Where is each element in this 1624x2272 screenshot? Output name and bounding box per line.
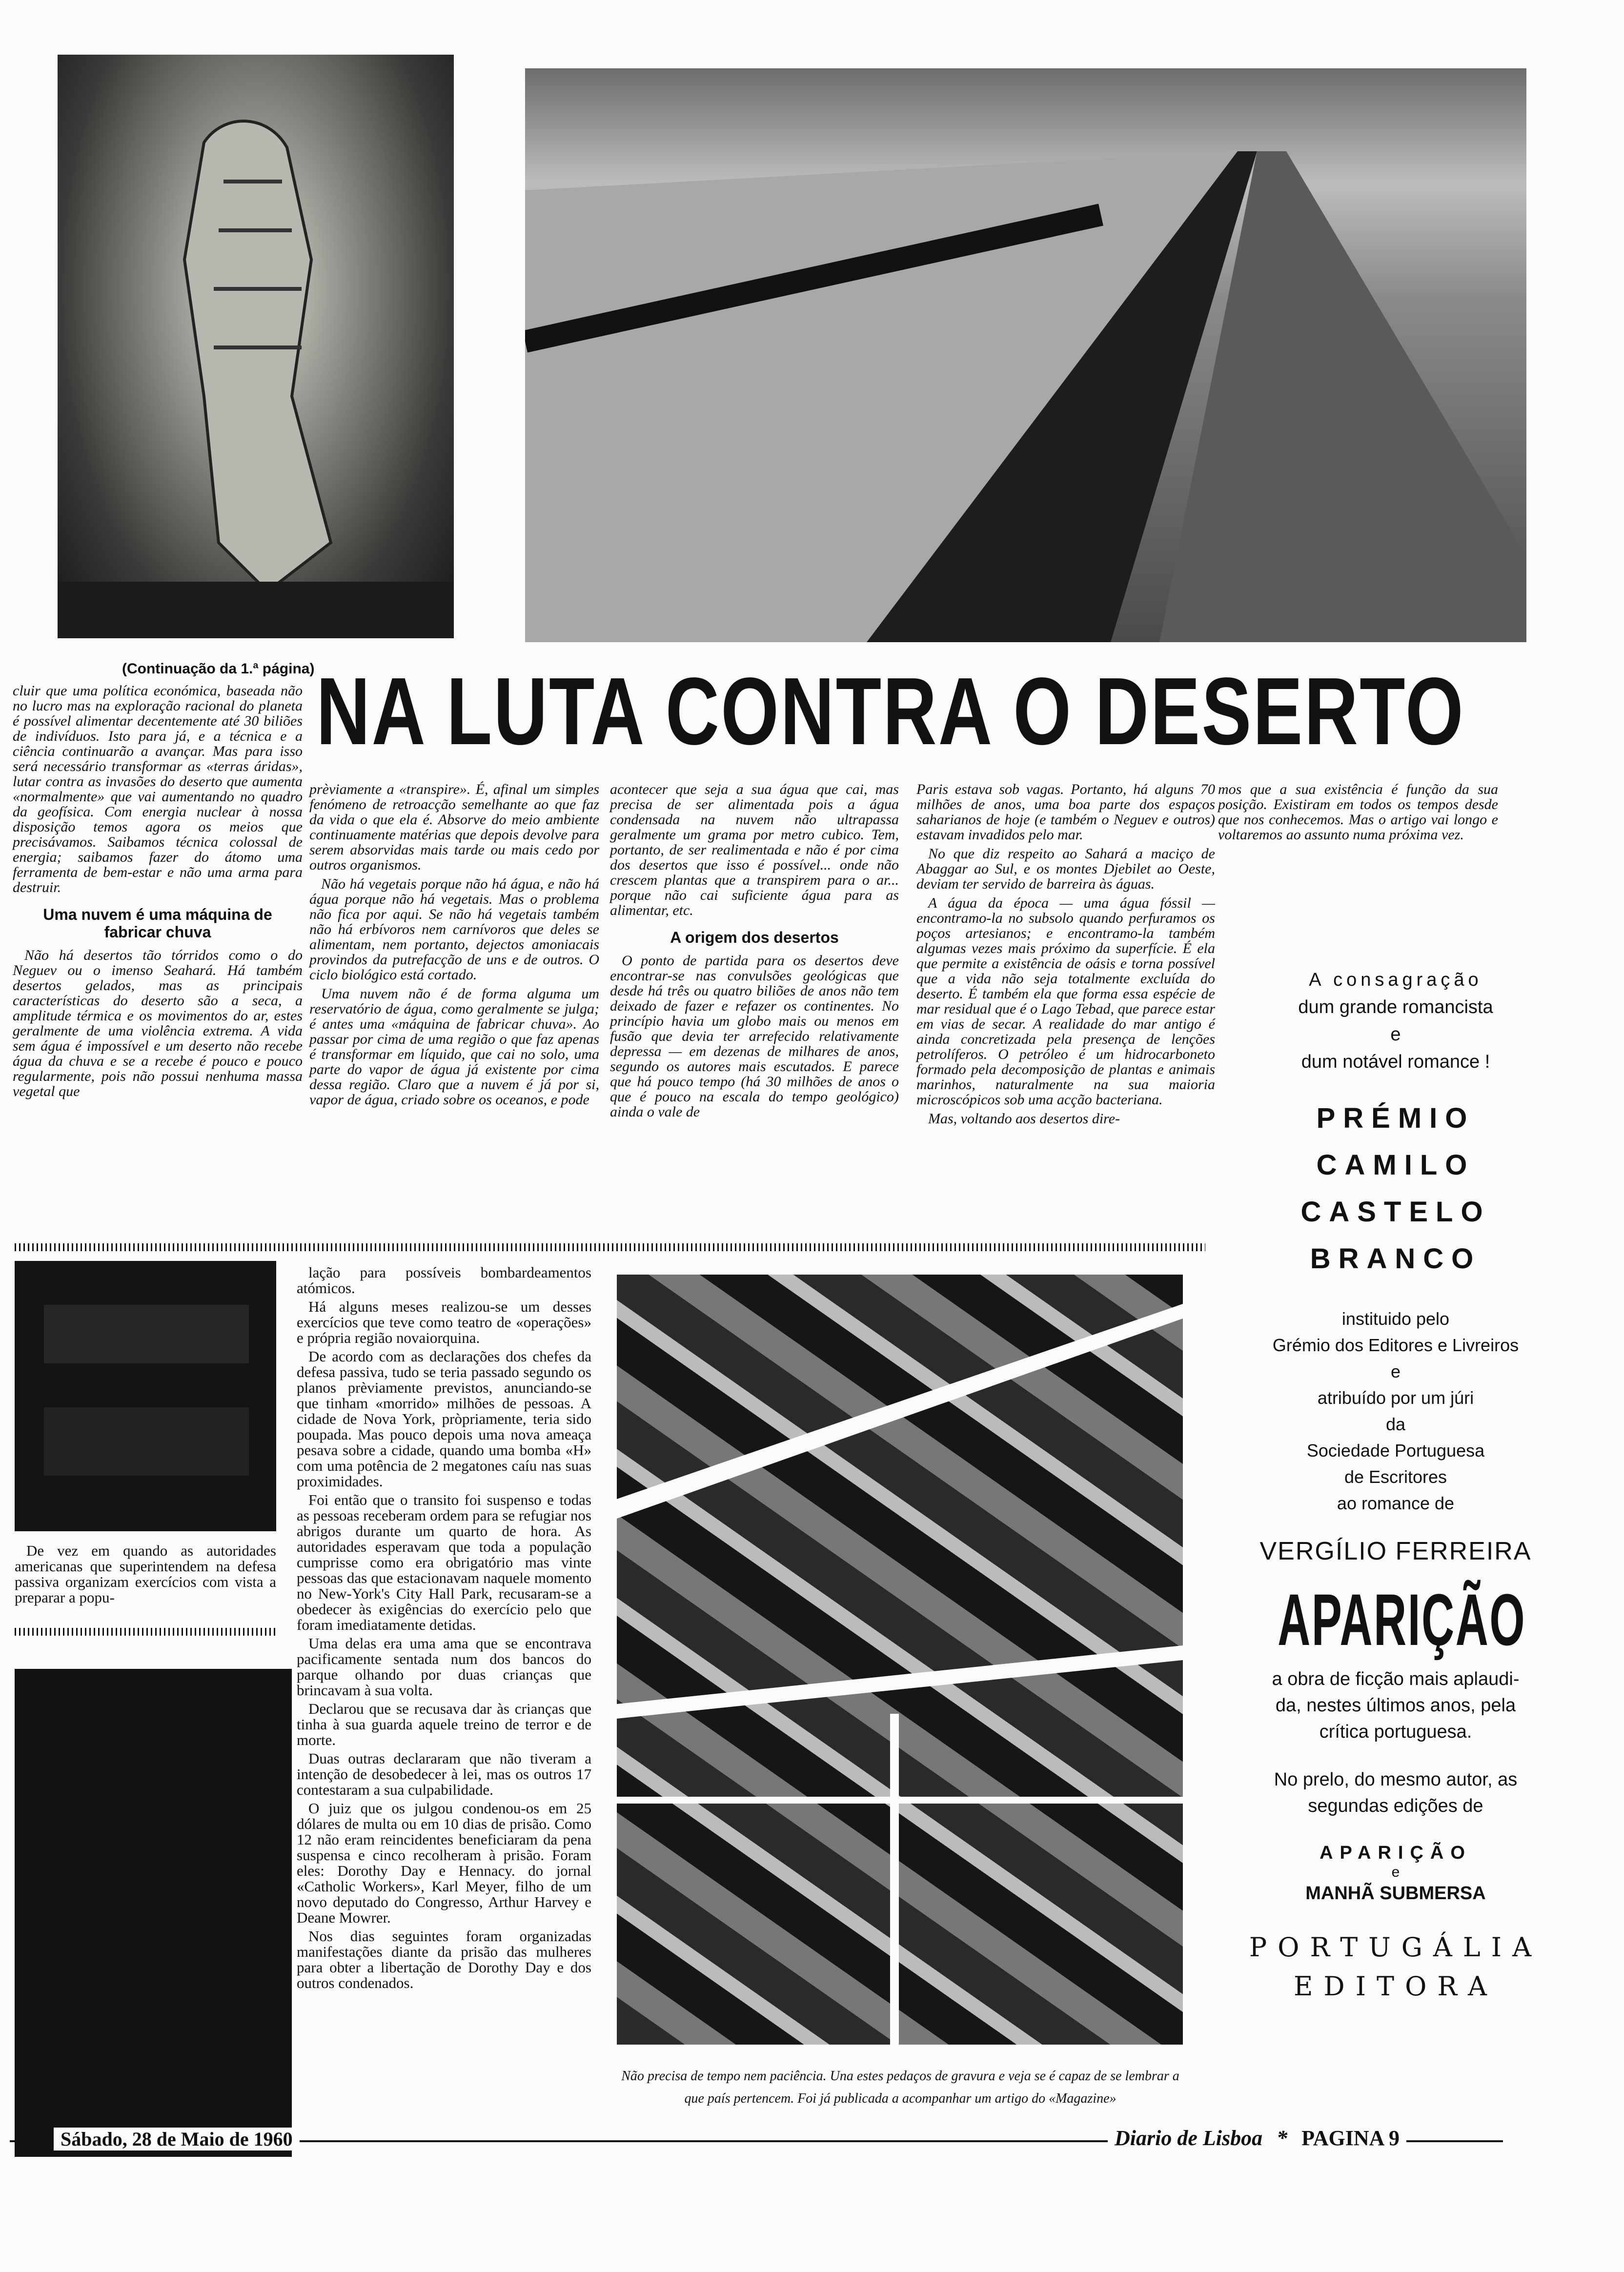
bomb-shelter-photo xyxy=(15,1261,276,1531)
column-1 xyxy=(13,683,303,1103)
ad-body-line: ao romance de xyxy=(1337,1493,1455,1513)
subhead-nuvem: Uma nuvem é uma máquina de fabricar chuva xyxy=(43,906,272,941)
ad-press xyxy=(1205,1766,1586,1819)
paragraph: cluir que uma política económica, baseada não no lucro mas na exploração racional do planeta é possível alimentar decentemente até 30 biliões de indivíduos. Isto para já, e a técnica e a ciência continuarão a avançar. Mas para isso será necessário transformar as «terras áridas», lutar contra as invasões do deserto que aumenta «normalmente» que vai aumentando no quadro da geofísica. Com energia nuclear à nossa disposição temos agora os meios que precisávamos. Saibamos técnica colossal de energia; saibamos fazer do átomo uma ferramenta de bem-estar e não uma arma para destruir. xyxy=(13,683,303,895)
ad-intro-line: e xyxy=(1390,1024,1401,1045)
separator-left xyxy=(15,1628,278,1636)
shelter-sign xyxy=(15,1261,276,1531)
ad-book-title: APARIÇÃO xyxy=(1278,1579,1526,1661)
prize-line: CASTELO xyxy=(1300,1196,1491,1228)
stone-relief-photo xyxy=(58,55,454,638)
paragraph: Não há vegetais porque não há água, e não há água porque não há vegetais. Mas o problema não fica por aqui. Se não há vegetais também não há erbívoros nem carnívoros que deles se alimentam, nem portanto, dejectos amoniacais provindos da putrefacção de uns e de outros. O ciclo biológico está cortado. xyxy=(309,876,599,983)
pipeline-trench xyxy=(525,68,1526,642)
separator-top xyxy=(15,1243,1205,1251)
ad-prize xyxy=(1205,1095,1586,1282)
paragraph: Uma nuvem não é de forma alguma um reservatório de água, como geralmente se julga; é antes uma «máquina de fabricar chuva». Ao passar por cima de uma região o que faz apenas é transformar em líquido, que cai no solo, uma parte do vapor de água já existente por cima dessa região. Claro que a nuvem é já por si, vapor de água, criado sobre os oceanos, e pode xyxy=(309,986,599,1108)
paragraph: O ponto de partida para os desertos deve encontrar-se nas convulsões geológicas que desde há três ou quatro biliões de anos não tem deixado de fazer e refazer os continentes. No princípio havia um globo mais ou menos em fusão que devia ter arrefecido relativamente depressa — em dezenas de milhares de anos, segundo os autores mais escutados. E parece que há pouco tempo (há 30 milhões de anos o que é pouco na escala do tempo geológico) ainda o vale de xyxy=(610,953,899,1120)
relief-figure xyxy=(58,55,454,638)
paragraph: Mas, voltando aos desertos dire- xyxy=(928,1111,1120,1127)
paragraph: A água da época — uma água fóssil — encontramo-la no subsolo quando perfuramos os poços artesianos; e encontramo-la também algumas vezes mais próximo da superfície. É ela que permite a existência de oásis e torna possível que a vida não seja totalmente excluída do deserto. É também ela que forma essa espécie de mar residual que é o Lago Tebad, que parece estar em vias de secar. A realidade do mar antigo é ainda concretizada pela presença de lenções petrolíferos. O petróleo é um hidrocarboneto formado pela decomposição de plantas e animais marinhos, naturalmente na sua maioria microscópicos sob uma acção bacteriana. xyxy=(916,895,1215,1108)
publisher-line: PORTUGÁLIA xyxy=(1249,1932,1543,1963)
paragraph: Nos dias seguintes foram organizadas manifestações diante da prisão das mulheres para obter a libertação de Dorothy Day e dos outros condenados. xyxy=(297,1927,591,1991)
ad-body-line: de Escritores xyxy=(1344,1467,1447,1487)
paragraph: Foi então que o transito foi suspenso e todas as pessoas receberam ordem para se refugiar nos abrigos durante um quarto de hora. As autoridades esperavam que toda a população cumprisse como era obrigatório mas vinte pessoas das que estacionavam naquele momento no New-York's City Hall Park, recusaram-se a obedecer às exigências do exercício pelo que foram imediatamente detidas. xyxy=(297,1491,591,1633)
paragraph: Não há desertos tão tórridos como o do Neguev ou o imenso Seahará. Há também desertos gelados, mas as principais características do deserto são a seca, a amplitude térmica e os movimentos do ar, estes geralmente de uma violência extrema. A vida sem água é impossível e um deserto não recebe água da chuva e se a recebe é pouco e pouco regularmente, pois não possui nenhuma massa vegetal que xyxy=(13,947,303,1099)
ad-intro-line: dum grande romancista xyxy=(1298,997,1493,1017)
ad-intro-line: dum notável romance ! xyxy=(1301,1052,1490,1072)
ad-body-line: atribuído por um júri xyxy=(1317,1388,1474,1408)
paragraph: mos que a sua existência é função da sua posição. Existiram em todos os tempos desde que nos conhecemos. Mas o artigo vai longo e voltaremos ao assunto numa próxima vez. xyxy=(1218,781,1498,843)
paper-name: Diario de Lisboa xyxy=(1115,2126,1263,2150)
column-2 xyxy=(309,782,599,1111)
column-5 xyxy=(1218,782,1498,846)
ad-book-2: MANHÃ SUBMERSA xyxy=(1305,1883,1486,1904)
footer-paper xyxy=(1108,2126,1406,2150)
paragraph: Uma delas era uma ama que se encontrava pacificamente sentada num dos bancos do parque olhando por duas crianças que brincavam à sua volta. xyxy=(297,1635,591,1699)
civil-defense-article xyxy=(297,1265,591,1994)
ad-intro xyxy=(1205,966,1586,1075)
paragraph: O juiz que os julgou condenou-os em 25 dólares de multa ou em 10 dias de prisão. Como 12 não eram reincidentes beneficiaram da pena suspensa e cinco recolheram à prisão. Foram eles: Dorothy Day e Hennacy. do jornal «Catholic Workers», Karl Meyer, filho de um novo deputado do Congresso, Arthur Harvey e Deane Mowrer. xyxy=(297,1800,591,1926)
column-4 xyxy=(916,782,1215,1130)
paragraph: No que diz respeito ao Sahará a maciço de Abaggar ao Sul, e os montes Djebilet ao Oeste, deviam ter servido de barreira às águas. xyxy=(916,846,1215,892)
ad-body xyxy=(1205,1306,1586,1517)
paragraph: Declarou que se recusava dar às crianças que tinha à sua guarda aquele treino de terror e de morte. xyxy=(297,1700,591,1748)
prize-advertisement xyxy=(1205,966,1586,2006)
paragraph: Há alguns meses realizou-se um desses exercícios que teve como teatro de «operações» e própria região novaiorquina. xyxy=(297,1298,591,1346)
ad-blurb-line: crítica portuguesa. xyxy=(1319,1722,1472,1742)
ad-and: e xyxy=(1391,1864,1400,1880)
ad-blurb-line: a obra de ficção mais aplaudi- xyxy=(1272,1669,1520,1689)
subhead-origem: A origem dos desertos xyxy=(670,929,839,946)
ad-body-line: da xyxy=(1385,1414,1406,1434)
ad-body-line: Grémio dos Editores e Livreiros xyxy=(1272,1335,1519,1355)
ad-body-line: e xyxy=(1390,1361,1401,1381)
paragraph: Duas outras declararam que não tiveram a intenção de desobedecer à lei, mas os outros 17 contestaram a sua culpabilidade. xyxy=(297,1750,591,1798)
footer-date: Sábado, 28 de Maio de 1960 xyxy=(54,2128,300,2150)
prize-line: CAMILO xyxy=(1316,1149,1475,1181)
paragraph: acontecer que seja a sua água que cai, mas precisa de ser alimentada pois a água condensada na nuvem não ultrapassa geralmente um grama por metro cubico. Tem, portanto, de ser realimentada e não é por cima dos desertos que isso é possível... onde não crescem plantas que a transpirem para o ar... porque não cai suficiente água para as alimentar, etc. xyxy=(610,781,899,918)
continuation-note: (Continuação da 1.ª página) xyxy=(122,661,315,677)
ad-author: VERGÍLIO FERREIRA xyxy=(1259,1537,1532,1565)
ad-publisher xyxy=(1205,1928,1586,2006)
collage-caption: Não precisa de tempo nem paciência. Una estes pedaços de gravura e veja se é capaz de se lembrar a que país pertencem. Foi já publicada a acompanhar um artigo do «Magazine» xyxy=(621,2069,1179,2106)
prize-line: BRANCO xyxy=(1310,1243,1482,1275)
ad-book-1: APARIÇÃO xyxy=(1320,1843,1472,1863)
ad-blurb-line: da, nestes últimos anos, pela xyxy=(1275,1695,1516,1716)
page-number: PAGINA 9 xyxy=(1301,2126,1400,2150)
column-3 xyxy=(610,782,899,1123)
paragraph: prèviamente a «transpire». É, afinal um simples fenómeno de retroacção semelhante ao que faz da vida o que ela é. Absorve do meio ambiente continuamente matérias que depois devolve para serem absorvidas mais tarde ou mais cedo por outros organismos. xyxy=(309,781,599,873)
paragraph: Paris estava sob vagas. Portanto, há alguns 70 milhões de anos, uma boa parte dos espaços saharianos de hoje (e também o Neguev e outros) estavam invadidos pelo mar. xyxy=(916,781,1215,843)
footer-star: * xyxy=(1277,2126,1288,2150)
prize-line: PRÉMIO xyxy=(1316,1102,1475,1134)
ad-body-line: Sociedade Portuguesa xyxy=(1306,1440,1485,1461)
desert-pipeline-photo xyxy=(525,68,1526,642)
ad-intro-line: A consagração xyxy=(1309,970,1482,990)
ad-press-line: No prelo, do mesmo autor, as xyxy=(1274,1769,1518,1790)
paragraph: De vez em quando as autoridades americanas que superintendem na defesa passiva organizam exercícios com vista a preparar a popu- xyxy=(15,1542,276,1606)
paragraph: De acordo com as declarações dos chefes da defesa passiva, tudo se teria passado segundo os planos prèviamente previstos, anunciando-se que tinham «morrido» milhões de pessoas. A cidade de Nova York, pròpriamente, teria sido poupada. Mas pouco depois uma nova ameaça pesava sobre a cidade, quando uma bomba «H» com uma potência de 2 megatones caíu nas suas proximidades. xyxy=(297,1348,591,1490)
ad-body-line: instituido pelo xyxy=(1341,1309,1450,1329)
paragraph: lação para possíveis bombardeamentos atómicos. xyxy=(297,1264,591,1297)
ad-press-line: segundas edições de xyxy=(1308,1796,1483,1816)
dark-photo xyxy=(15,1669,292,2157)
ad-blurb xyxy=(1205,1666,1586,1745)
collage-tears xyxy=(617,1275,1183,2045)
headline: NA LUTA CONTRA O DESERTO xyxy=(316,658,1465,765)
publisher-line: EDITORA xyxy=(1294,1971,1498,2002)
left-caption xyxy=(15,1543,276,1608)
collage-photo xyxy=(617,1275,1183,2045)
